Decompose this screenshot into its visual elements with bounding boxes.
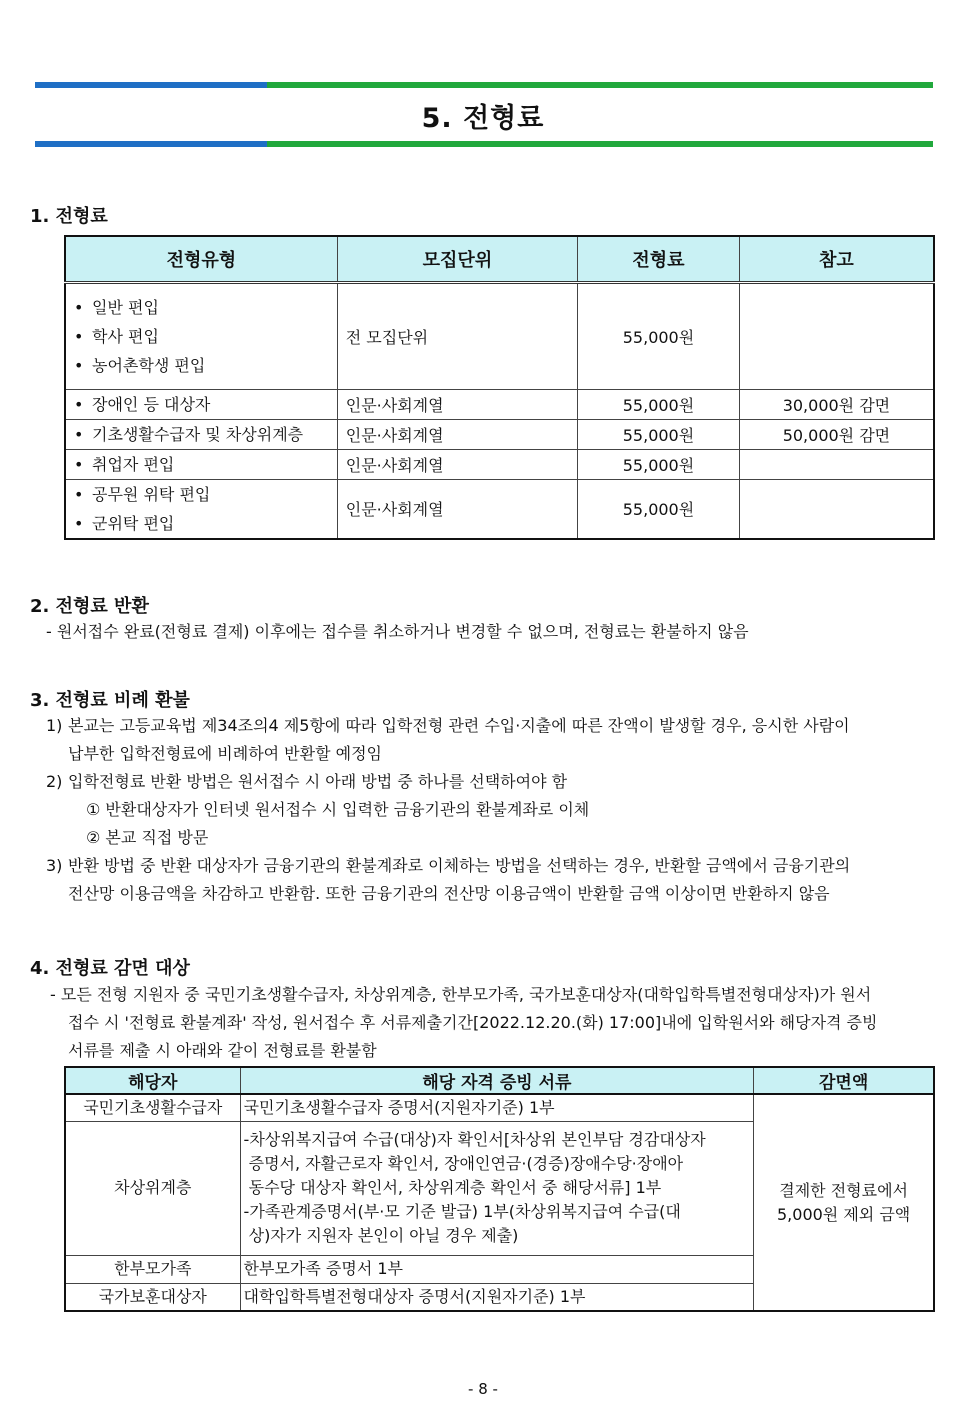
documents-cell: 대학입학특별전형대상자 증명서(지원자기준) 1부 (240, 1283, 754, 1311)
admission-type-cell (65, 282, 337, 389)
reduction-table (64, 1066, 935, 1312)
table-row (65, 282, 934, 389)
eligible-cell: 한부모가족 (65, 1255, 240, 1283)
admission-type: • 군위탁 편입 (74, 509, 329, 538)
documents-cell: 국민기초생활수급자 증명서(지원자기준) 1부 (240, 1094, 754, 1121)
table-row (65, 419, 934, 449)
fee-table-header: 모집단위 (337, 236, 577, 282)
section4-line: - 모든 전형 지원자 중 국민기초생활수급자, 차상위계층, 한부모가족, 국가보훈대상자(대학입학특별전형대상자)가 원서 (50, 985, 872, 1004)
section2-title: 2. 전형료 반환 (30, 596, 149, 617)
note-cell: 30,000원 감면 (739, 389, 934, 419)
fee-cell: 55,000원 (578, 449, 740, 479)
note-cell (739, 479, 934, 539)
admission-type-cell (65, 479, 337, 539)
admission-type: • 장애인 등 대상자 (74, 390, 329, 419)
admission-type-cell (65, 449, 337, 479)
item-text-continued: 납부한 입학전형료에 비례하여 반환할 예정임 (68, 744, 383, 763)
list-item (46, 768, 936, 796)
section4-body (50, 981, 940, 1065)
documents-cell (240, 1121, 754, 1255)
admission-type: • 일반 편입 (74, 293, 329, 322)
item-text-continued: 전산망 이용금액을 차감하고 반환함. 또한 금융기관의 전산망 이용금액이 반환할 금액 이상이면 반환하지 않음 (68, 884, 830, 903)
fee-table-header: 전형유형 (65, 236, 337, 282)
header-top-bar (35, 82, 933, 88)
reduction-amount-line: 5,000원 제외 금액 (777, 1204, 911, 1224)
note-cell: 50,000원 감면 (739, 419, 934, 449)
reduction-table-header: 해당 자격 증빙 서류 (240, 1067, 754, 1094)
admission-type: • 취업자 편입 (74, 450, 329, 479)
admission-type-cell (65, 389, 337, 419)
table-row (65, 389, 934, 419)
section4-title: 4. 전형료 감면 대상 (30, 958, 190, 979)
admission-type-cell (65, 419, 337, 449)
admission-type: • 학사 편입 (74, 322, 329, 351)
header-bottom-bar (35, 141, 933, 147)
admission-type: • 농어촌학생 편입 (74, 351, 329, 380)
table-row (65, 449, 934, 479)
reduction-amount-cell (754, 1094, 934, 1311)
item-number: 1) (46, 716, 63, 735)
document-line: -차상위복지급여 수급(대상)자 확인서[차상위 본인부담 경감대상자 (243, 1130, 706, 1149)
reduction-amount-line: 결제한 전형료에서 (779, 1180, 908, 1200)
fee-table (64, 235, 935, 540)
eligible-cell: 차상위계층 (65, 1121, 240, 1255)
recruit-unit-cell: 인문·사회계열 (337, 419, 577, 449)
list-item (46, 852, 936, 880)
item-number: 3) (46, 856, 63, 875)
table-row (65, 479, 934, 539)
reduction-table-header: 감면액 (754, 1067, 934, 1094)
fee-table-header: 전형료 (578, 236, 740, 282)
section3-body (46, 712, 936, 908)
section4-line: 서류를 제출 시 아래와 같이 전형료를 환불함 (68, 1041, 377, 1060)
section3-title: 3. 전형료 비례 환불 (30, 690, 190, 711)
fee-cell: 55,000원 (578, 479, 740, 539)
fee-cell: 55,000원 (578, 389, 740, 419)
item-number: 2) (46, 772, 63, 791)
item-text: 반환 방법 중 반환 대상자가 금융기관의 환불계좌로 이체하는 방법을 선택하는 경우, 반환할 금액에서 금융기관의 (68, 856, 851, 875)
page-title: 5. 전형료 (421, 103, 545, 134)
list-item (46, 712, 936, 740)
document-line: 상)자가 지원자 본인이 아닐 경우 제출) (243, 1226, 519, 1245)
admission-type: • 공무원 위탁 편입 (74, 480, 329, 509)
fee-table-header: 참고 (739, 236, 934, 282)
recruit-unit-cell: 인문·사회계열 (337, 479, 577, 539)
page-number: - 8 - (468, 1380, 498, 1398)
section1-title: 1. 전형료 (30, 206, 108, 227)
table-row (65, 1094, 934, 1121)
fee-cell: 55,000원 (578, 419, 740, 449)
document-line: -가족관계증명서(부·모 기준 발급) 1부(차상위복지급여 수급(대 (243, 1202, 681, 1221)
recruit-unit-cell: 인문·사회계열 (337, 449, 577, 479)
document-line: 증명서, 자활근로자 확인서, 장애인연금·(경증)장애수당·장애아 (243, 1154, 684, 1173)
recruit-unit-cell: 전 모집단위 (337, 282, 577, 389)
sub-item: ① 반환대상자가 인터넷 원서접수 시 입력한 금융기관의 환불계좌로 이체 (86, 800, 590, 819)
fee-cell: 55,000원 (578, 282, 740, 389)
reduction-table-header: 해당자 (65, 1067, 240, 1094)
eligible-cell: 국민기초생활수급자 (65, 1094, 240, 1121)
section2-text: - 원서접수 완료(전형료 결제) 이후에는 접수를 취소하거나 변경할 수 없으며, 전형료는 환불하지 않음 (46, 622, 749, 641)
item-text: 본교는 고등교육법 제34조의4 제5항에 따라 입학전형 관련 수입·지출에 따른 잔액이 발생할 경우, 응시한 사람이 (68, 716, 850, 735)
item-text: 입학전형료 반환 방법은 원서접수 시 아래 방법 중 하나를 선택하여야 함 (68, 772, 568, 791)
section4-line: 접수 시 '전형료 환불계좌' 작성, 원서접수 후 서류제출기간[2022.12.20.(화) 17:00]내에 입학원서와 해당자격 증빙 (68, 1013, 878, 1032)
reduction-table-header-row (65, 1067, 934, 1094)
recruit-unit-cell: 인문·사회계열 (337, 389, 577, 419)
admission-type: • 기초생활수급자 및 차상위계층 (74, 420, 329, 449)
note-cell (739, 449, 934, 479)
fee-table-header-row (65, 236, 934, 282)
sub-item: ② 본교 직접 방문 (86, 828, 209, 847)
note-cell (739, 282, 934, 389)
document-line: 동수당 대상자 확인서, 차상위계층 확인서 중 해당서류] 1부 (243, 1178, 662, 1197)
documents-cell: 한부모가족 증명서 1부 (240, 1255, 754, 1283)
eligible-cell: 국가보훈대상자 (65, 1283, 240, 1311)
